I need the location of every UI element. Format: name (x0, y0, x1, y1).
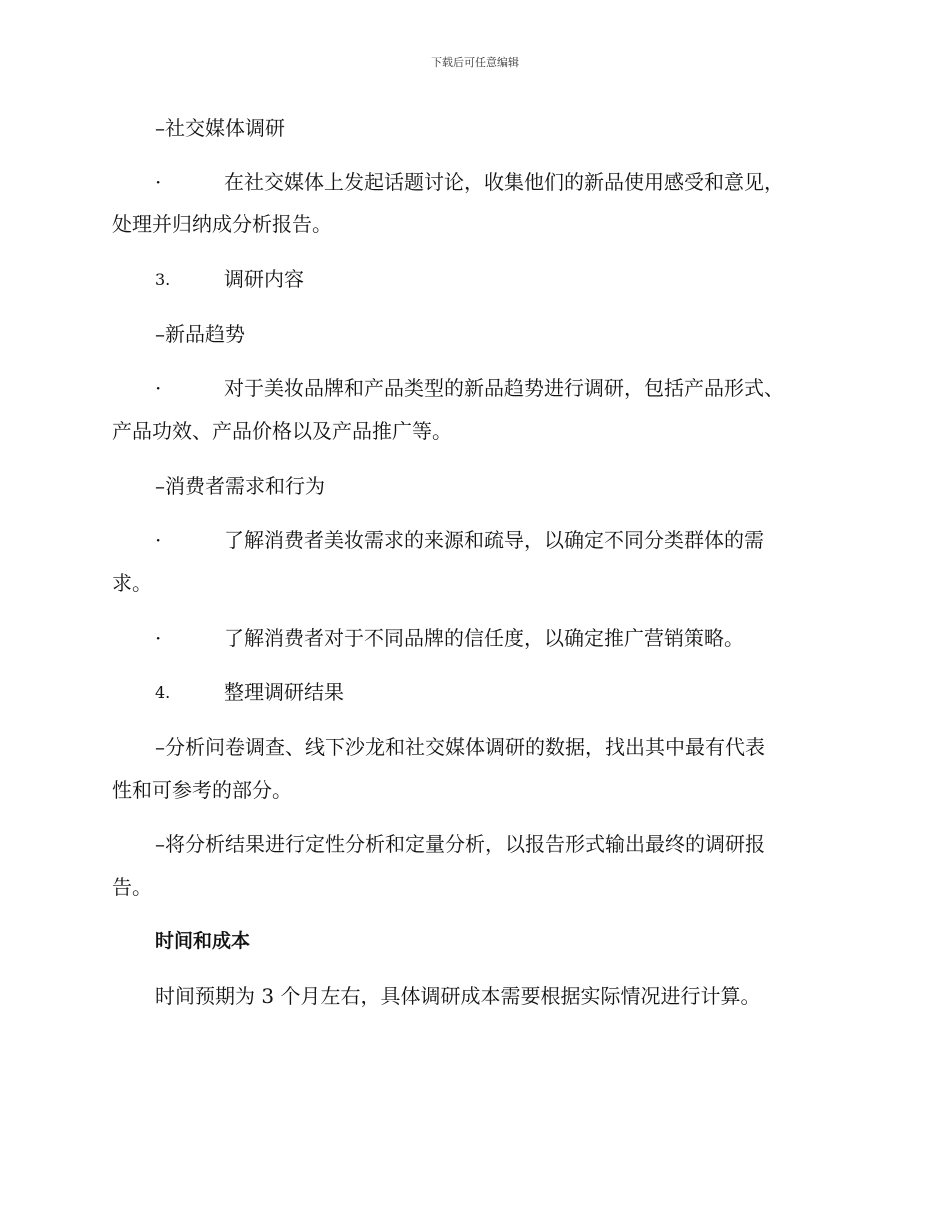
bullet-text: 了解消费者美妆需求的来源和疏导，以确定不同分类群体的需 (224, 528, 764, 552)
analysis-paragraph: –分析问卷调查、线下沙龙和社交媒体调研的数据，找出其中最有代表 (155, 735, 765, 759)
bullet-mark: · (155, 170, 162, 194)
bullet-text-continued: 产品功效、产品价格以及产品推广等。 (112, 419, 452, 443)
page-header: 下载后可任意编辑 (431, 56, 519, 69)
bullet-text: 了解消费者对于不同品牌的信任度，以确定推广营销策略。 (224, 626, 744, 650)
time-cost-paragraph: 时间预期为 3 个月左右，具体调研成本需要根据实际情况进行计算。 (155, 984, 761, 1008)
heading-time-cost: 时间和成本 (155, 930, 251, 952)
bullet-text-continued: 求。 (112, 571, 152, 595)
subsection-new-trends: –新品趋势 (155, 322, 245, 346)
bullet-text-continued: 处理并归纳成分析报告。 (112, 212, 332, 236)
section-number: 4. (155, 683, 171, 702)
bullet-text: 在社交媒体上发起话题讨论，收集他们的新品使用感受和意见， (224, 170, 784, 194)
bullet-text: 对于美妆品牌和产品类型的新品趋势进行调研，包括产品形式、 (224, 376, 784, 400)
report-paragraph-continued: 告。 (112, 875, 152, 899)
subsection-social-media: –社交媒体调研 (155, 116, 285, 140)
bullet-mark: · (155, 626, 162, 650)
section-title: 调研内容 (224, 267, 304, 291)
report-paragraph: –将分析结果进行定性分析和定量分析，以报告形式输出最终的调研报 (155, 832, 765, 856)
section-number: 3. (155, 270, 171, 289)
section-title: 整理调研结果 (224, 680, 344, 704)
analysis-paragraph-continued: 性和可参考的部分。 (112, 778, 292, 802)
bullet-mark: · (155, 528, 162, 552)
subsection-consumer-needs: –消费者需求和行为 (155, 474, 325, 498)
bullet-mark: · (155, 376, 162, 400)
